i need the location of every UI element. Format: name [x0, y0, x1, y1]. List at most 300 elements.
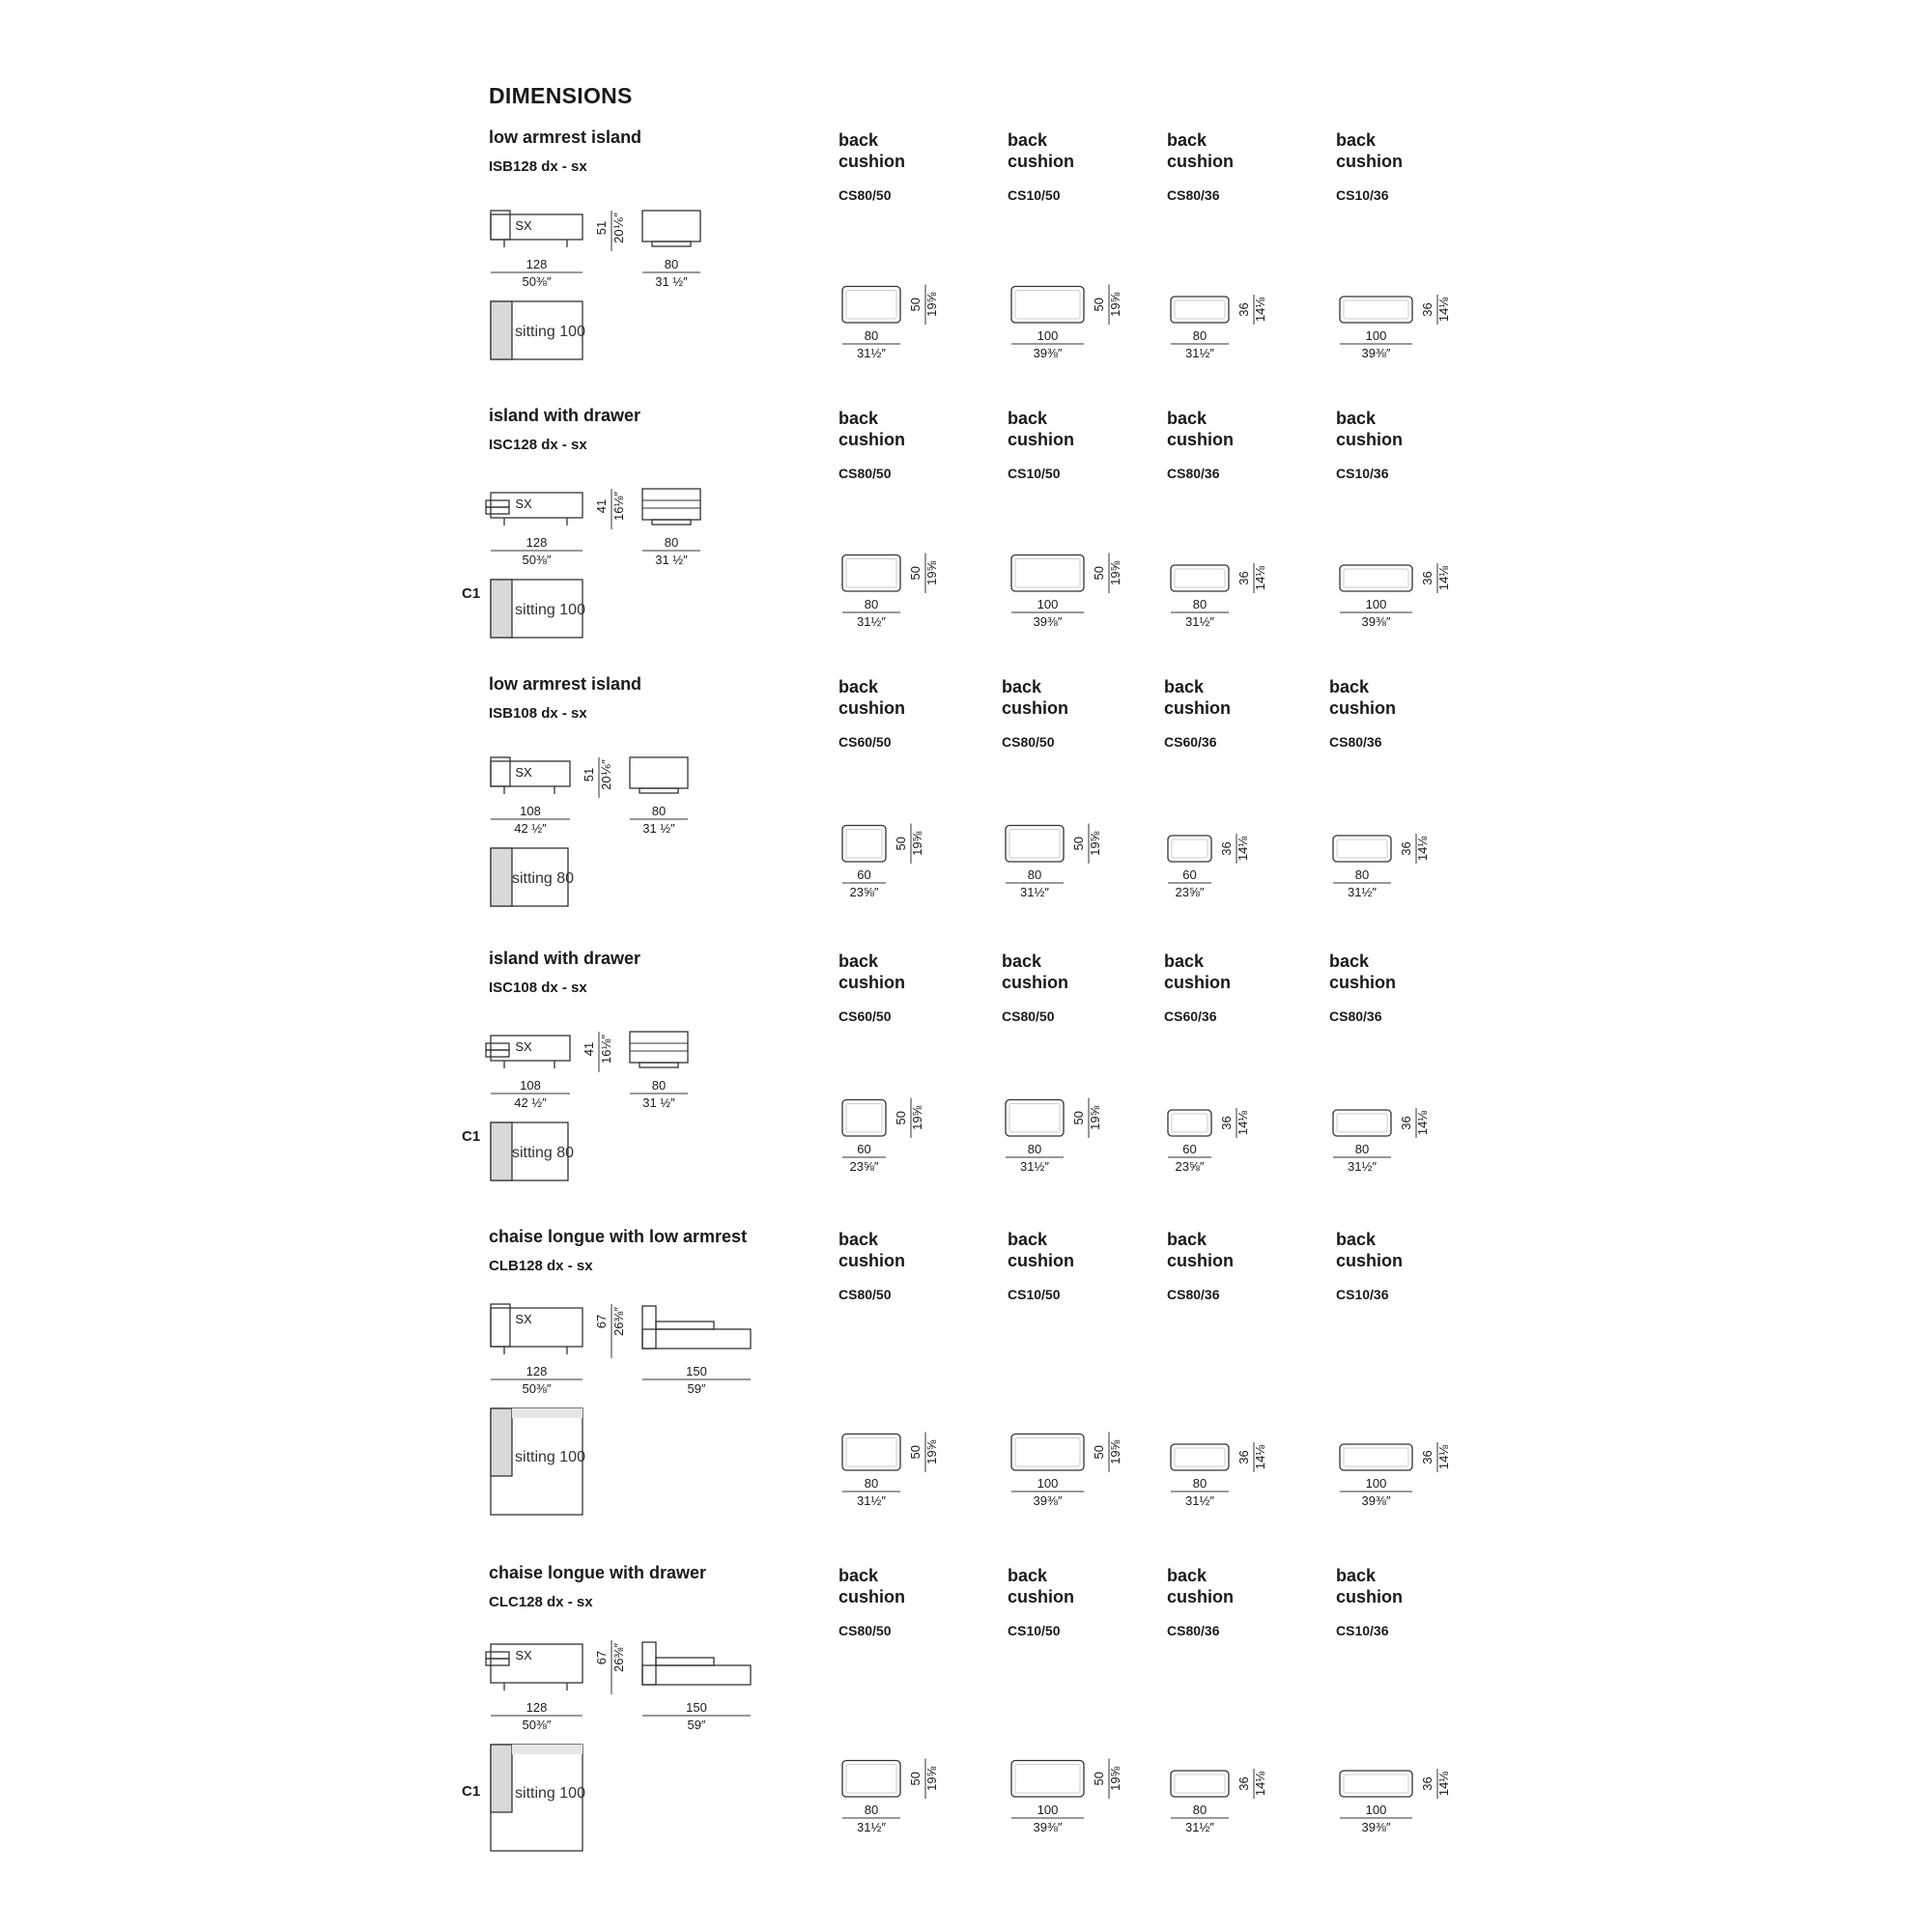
cushion-height-inches: 19⅝	[1108, 292, 1122, 317]
width-value: 128	[526, 1700, 548, 1715]
cushion-width-inches: 31½″	[1348, 885, 1377, 899]
cushion-height-value: 50	[908, 298, 923, 312]
cushion-width-inches: 31½″	[1185, 614, 1214, 629]
height-inches: 16⅛″	[599, 1035, 613, 1064]
cushion-label-line2: cushion	[1002, 973, 1069, 992]
side-view-body	[642, 1329, 751, 1349]
cushion-code: CS60/36	[1164, 1009, 1217, 1024]
width-value: 128	[526, 257, 548, 271]
cushion-width-value: 80	[864, 328, 879, 343]
cushion-height-inches: 14⅛	[1236, 836, 1250, 862]
cushion-height-inches: 19⅝	[1108, 1766, 1122, 1791]
drawer-shape	[486, 507, 509, 514]
module-name: low armrest island	[489, 128, 642, 147]
drawer-shape	[486, 1659, 509, 1665]
cushion-label-line2: cushion	[1336, 430, 1404, 449]
cushion-height-inches: 19⅝	[924, 292, 939, 317]
cushion-shape	[656, 1658, 714, 1665]
width-inches: 50⅜″	[522, 553, 552, 567]
depth-value: 80	[651, 1078, 667, 1093]
cushion-height-value: 36	[1236, 1450, 1251, 1464]
cushion-code: CS10/50	[1008, 187, 1061, 203]
module-code: CLB128 dx - sx	[489, 1258, 593, 1274]
cushion-height-value: 50	[1092, 298, 1106, 312]
cushion-width-inches: 31½″	[857, 1820, 886, 1834]
c1-label: C1	[462, 1783, 481, 1800]
height-inches: 20⅙″	[611, 213, 626, 243]
cushion-drawing	[1338, 1756, 1473, 1843]
front-view-body	[491, 1644, 582, 1683]
cushion-height-inches: 19⅝	[1088, 831, 1102, 856]
cushion-height-value: 36	[1219, 1116, 1234, 1130]
height-value: 51	[582, 767, 596, 782]
cushion-label-line1: back	[1336, 1566, 1377, 1585]
cushion-height-value: 50	[908, 1445, 923, 1460]
module-code: CLC128 dx - sx	[489, 1594, 593, 1610]
cushion-label-line1: back	[838, 952, 879, 971]
side-label: SX	[515, 1648, 532, 1662]
side-label: SX	[515, 1039, 532, 1054]
cushion-code: CS80/36	[1167, 466, 1220, 481]
height-value: 51	[594, 220, 609, 236]
cushion-height-inches: 14⅛	[1436, 1771, 1451, 1797]
cushion-label-line1: back	[1008, 1566, 1048, 1585]
cushion-drawing	[1331, 821, 1466, 908]
armrest-plan	[491, 848, 512, 906]
cushion-label-line2: cushion	[1164, 698, 1232, 718]
cushion-height-inches: 14⅛	[1253, 1444, 1267, 1470]
cushion-width-value: 60	[1182, 867, 1197, 882]
cushion-code: CS10/50	[1008, 1287, 1061, 1302]
cushion-code: CS10/50	[1008, 1623, 1061, 1638]
cushion-drawing	[1169, 1430, 1304, 1517]
cushion-height-inches: 14⅛	[1253, 1771, 1267, 1797]
cushion-width-value: 60	[857, 867, 871, 882]
cushion-label-line2: cushion	[838, 973, 906, 992]
side-label: SX	[515, 1312, 532, 1326]
module-section	[0, 406, 1932, 696]
cushion-height-value: 50	[894, 1111, 908, 1125]
cushion-height-inches: 14⅛	[1415, 836, 1430, 862]
cushion-height-value: 50	[1092, 1772, 1106, 1786]
module-drawing	[483, 1621, 773, 1911]
module-code: ISB108 dx - sx	[489, 705, 587, 722]
cushion-shape	[1011, 287, 1084, 324]
module-name: chaise longue with drawer	[489, 1563, 707, 1582]
cushion-code: CS60/50	[838, 734, 892, 750]
cushion-height-value: 50	[908, 1772, 923, 1786]
depth-value: 80	[664, 535, 679, 550]
cushion-code: CS80/50	[1002, 734, 1055, 750]
cushion-label-line2: cushion	[1008, 1587, 1075, 1606]
cushion-drawing	[1166, 1095, 1301, 1182]
depth-inches: 59″	[687, 1718, 706, 1732]
width-value: 128	[526, 535, 548, 550]
cushion-drawing	[1166, 821, 1301, 908]
cushion-height-value: 36	[1399, 1116, 1413, 1130]
cushion-height-inches: 19⅝	[1108, 560, 1122, 585]
cushion-height-inches: 14⅛	[1253, 565, 1267, 591]
width-value: 128	[526, 1364, 548, 1378]
cushion-label-line2: cushion	[838, 698, 906, 718]
cushion-width-value: 80	[1192, 597, 1208, 611]
front-view-body	[491, 214, 582, 240]
cushion-width-value: 80	[1027, 867, 1042, 882]
cushion-height-value: 50	[1071, 837, 1086, 851]
module-code: ISC128 dx - sx	[489, 437, 587, 453]
cushion-label-line2: cushion	[1008, 1251, 1075, 1270]
width-inches: 42 ½″	[514, 1095, 547, 1110]
cushion-width-value: 100	[1037, 1476, 1059, 1491]
cushion-height-inches: 19⅝	[1088, 1105, 1102, 1130]
cushion-width-value: 80	[864, 1803, 879, 1817]
cushion-width-inches: 31½″	[1020, 885, 1049, 899]
cushion-label-line2: cushion	[838, 152, 906, 171]
cushion-shape	[842, 287, 900, 324]
cushion-width-inches: 23⅝″	[1175, 1159, 1205, 1174]
height-inches: 26⅜″	[611, 1643, 626, 1672]
cushion-drawing	[1009, 551, 1145, 638]
cushion-label-line1: back	[1164, 952, 1205, 971]
cushion-label-line2: cushion	[838, 1251, 906, 1270]
cushion-width-value: 80	[864, 597, 879, 611]
armrest-plan	[491, 1745, 512, 1812]
cushion-width-inches: 39⅜″	[1033, 346, 1063, 360]
module-drawing	[483, 1285, 773, 1575]
cushion-code: CS10/50	[1008, 466, 1061, 481]
cushion-drawing	[1009, 1430, 1145, 1517]
base-shape	[652, 520, 691, 525]
page-title: DIMENSIONS	[489, 83, 633, 108]
height-inches: 26⅜″	[611, 1307, 626, 1336]
cushion-width-inches: 23⅝″	[849, 885, 879, 899]
cushion-width-value: 80	[1354, 1142, 1370, 1156]
cushion-label-line2: cushion	[1336, 1587, 1404, 1606]
side-view-body	[642, 489, 700, 520]
cushion-width-value: 100	[1365, 1476, 1387, 1491]
cushion-shape	[1006, 1100, 1064, 1137]
module-section	[0, 949, 1932, 1238]
cushion-code: CS60/50	[838, 1009, 892, 1024]
cushion-height-value: 50	[1092, 1445, 1106, 1460]
depth-inches: 31 ½″	[642, 821, 675, 836]
cushion-drawing	[1004, 1095, 1139, 1182]
sitting-label: sitting 100	[515, 602, 585, 618]
width-value: 108	[520, 1078, 541, 1093]
cushion-label-line2: cushion	[1008, 152, 1075, 171]
cushion-width-value: 60	[1182, 1142, 1197, 1156]
cushion-code: CS10/36	[1336, 1287, 1389, 1302]
module-name: chaise longue with low armrest	[489, 1227, 748, 1246]
cushion-label-line1: back	[838, 1566, 879, 1585]
cushion-height-value: 36	[1236, 571, 1251, 585]
width-inches: 42 ½″	[514, 821, 547, 836]
cushion-label-line2: cushion	[1336, 152, 1404, 171]
cushion-width-value: 100	[1365, 597, 1387, 611]
cushion-label-line1: back	[1167, 130, 1208, 150]
cushion-width-inches: 39⅜″	[1033, 1820, 1063, 1834]
c1-label: C1	[462, 1128, 481, 1145]
cushion-shape	[1011, 555, 1084, 592]
cushion-drawing	[840, 282, 976, 369]
back-plan	[512, 1745, 582, 1754]
cushion-width-inches: 31½″	[857, 1493, 886, 1508]
height-value: 67	[594, 1314, 609, 1329]
module-section	[0, 128, 1932, 417]
cushion-width-value: 80	[1192, 1476, 1208, 1491]
cushion-drawing	[1338, 282, 1473, 369]
cushion-drawing	[1169, 551, 1304, 638]
armrest-plan	[491, 1122, 512, 1180]
cushion-label-line2: cushion	[1167, 1587, 1235, 1606]
cushion-shape	[842, 555, 900, 592]
module-name: low armrest island	[489, 674, 642, 694]
cushion-height-inches: 19⅝	[1108, 1439, 1122, 1464]
cushion-label-line1: back	[1336, 1230, 1377, 1249]
cushion-drawing	[1009, 1756, 1145, 1843]
side-view-body	[630, 757, 688, 788]
cushion-code: CS60/36	[1164, 734, 1217, 750]
cushion-shape	[1006, 826, 1064, 863]
cushion-code: CS80/50	[838, 187, 892, 203]
cushion-label-line2: cushion	[1329, 973, 1397, 992]
cushion-label-line2: cushion	[1167, 430, 1235, 449]
cushion-width-inches: 31½″	[857, 614, 886, 629]
cushion-width-inches: 39⅜″	[1361, 1820, 1391, 1834]
cushion-width-inches: 39⅜″	[1033, 614, 1063, 629]
cushion-code: CS80/50	[838, 466, 892, 481]
cushion-drawing	[1338, 551, 1473, 638]
cushion-height-value: 36	[1399, 841, 1413, 856]
base-shape	[652, 242, 691, 246]
cushion-height-inches: 14⅛	[1436, 297, 1451, 323]
depth-inches: 31 ½″	[655, 274, 688, 289]
cushion-height-value: 36	[1219, 841, 1234, 856]
cushion-drawing	[840, 551, 976, 638]
cushion-width-inches: 39⅜″	[1361, 346, 1391, 360]
width-value: 108	[520, 804, 541, 818]
cushion-shape	[656, 1321, 714, 1329]
cushion-width-inches: 23⅝″	[1175, 885, 1205, 899]
cushion-width-value: 100	[1365, 1803, 1387, 1817]
cushion-label-line1: back	[838, 409, 879, 428]
cushion-label-line1: back	[1002, 677, 1042, 696]
cushion-shape	[842, 1100, 886, 1137]
module-section	[0, 1227, 1932, 1517]
cushion-drawing	[1331, 1095, 1466, 1182]
cushion-height-value: 36	[1236, 1776, 1251, 1791]
cushion-width-inches: 39⅜″	[1033, 1493, 1063, 1508]
height-value: 67	[594, 1650, 609, 1665]
cushion-height-inches: 19⅝	[924, 1439, 939, 1464]
cushion-drawing	[1004, 821, 1139, 908]
side-view-body	[642, 1665, 751, 1685]
width-inches: 50⅜″	[522, 274, 552, 289]
base-shape	[639, 1063, 678, 1067]
cushion-label-line1: back	[1336, 409, 1377, 428]
cushion-code: CS80/50	[1002, 1009, 1055, 1024]
cushion-width-inches: 31½″	[1348, 1159, 1377, 1174]
cushion-drawing	[840, 1756, 976, 1843]
cushion-label-line2: cushion	[1167, 152, 1235, 171]
cushion-height-value: 50	[1071, 1111, 1086, 1125]
cushion-width-inches: 39⅜″	[1361, 614, 1391, 629]
cushion-shape	[842, 1435, 900, 1471]
side-label: SX	[515, 497, 532, 511]
drawer-shape	[486, 1652, 509, 1659]
cushion-width-value: 100	[1037, 597, 1059, 611]
cushion-height-inches: 19⅝	[910, 831, 924, 856]
cushion-drawing	[1338, 1430, 1473, 1517]
cushion-drawing	[1169, 282, 1304, 369]
cushion-width-value: 80	[864, 1476, 879, 1491]
back-plan	[512, 1408, 582, 1418]
base-shape	[639, 788, 678, 793]
cushion-label-line1: back	[838, 1230, 879, 1249]
cushion-height-inches: 14⅛	[1236, 1110, 1250, 1136]
depth-inches: 31 ½″	[655, 553, 688, 567]
height-value: 41	[582, 1041, 596, 1057]
module-code: ISB128 dx - sx	[489, 158, 587, 175]
cushion-code: CS10/36	[1336, 1623, 1389, 1638]
cushion-width-value: 80	[1354, 867, 1370, 882]
height-inches: 20⅙″	[599, 759, 613, 790]
module-code: ISC108 dx - sx	[489, 980, 587, 996]
cushion-code: CS10/36	[1336, 466, 1389, 481]
sitting-label: sitting 80	[511, 870, 575, 887]
cushion-label-line1: back	[1008, 130, 1048, 150]
cushion-label-line1: back	[1008, 409, 1048, 428]
cushion-width-value: 100	[1365, 328, 1387, 343]
cushion-drawing	[1169, 1756, 1304, 1843]
cushion-code: CS80/36	[1167, 1287, 1220, 1302]
cushion-height-value: 36	[1420, 302, 1435, 317]
depth-value: 80	[664, 257, 679, 271]
cushion-drawing	[1009, 282, 1145, 369]
cushion-shape	[1011, 1435, 1084, 1471]
width-inches: 50⅜″	[522, 1381, 552, 1396]
cushion-label-line1: back	[1336, 130, 1377, 150]
cushion-width-value: 60	[857, 1142, 871, 1156]
cushion-label-line1: back	[1167, 1230, 1208, 1249]
cushion-width-inches: 31½″	[1185, 1820, 1214, 1834]
cushion-width-value: 100	[1037, 328, 1059, 343]
backrest-shape	[642, 1306, 656, 1349]
cushion-height-inches: 14⅛	[1436, 565, 1451, 591]
cushion-label-line2: cushion	[1329, 698, 1397, 718]
side-view-body	[630, 1032, 688, 1063]
cushion-width-inches: 31½″	[857, 346, 886, 360]
cushion-label-line2: cushion	[1336, 1251, 1404, 1270]
cushion-label-line1: back	[1167, 409, 1208, 428]
cushion-label-line2: cushion	[1164, 973, 1232, 992]
depth-inches: 31 ½″	[642, 1095, 675, 1110]
depth-value: 150	[686, 1700, 707, 1715]
cushion-label-line1: back	[1164, 677, 1205, 696]
cushion-shape	[1011, 1761, 1084, 1798]
cushion-drawing	[840, 821, 976, 908]
cushion-label-line1: back	[1329, 952, 1370, 971]
height-value: 41	[594, 498, 609, 514]
height-inches: 16⅛″	[611, 492, 626, 521]
cushion-height-value: 50	[894, 837, 908, 851]
sitting-label: sitting 100	[515, 1449, 585, 1465]
backrest-shape	[642, 1642, 656, 1685]
cushion-height-value: 36	[1420, 1450, 1435, 1464]
cushion-label-line1: back	[1167, 1566, 1208, 1585]
cushion-height-inches: 19⅝	[924, 560, 939, 585]
c1-label: C1	[462, 585, 481, 602]
sitting-label: sitting 80	[511, 1145, 575, 1161]
cushion-height-value: 36	[1420, 1776, 1435, 1791]
side-label: SX	[515, 218, 532, 233]
cushion-label-line2: cushion	[1167, 1251, 1235, 1270]
armrest-plan	[491, 301, 512, 359]
cushion-height-inches: 14⅛	[1415, 1110, 1430, 1136]
cushion-code: CS10/36	[1336, 187, 1389, 203]
cushion-label-line1: back	[1002, 952, 1042, 971]
cushion-width-inches: 31½″	[1020, 1159, 1049, 1174]
cushion-height-value: 50	[1092, 566, 1106, 581]
side-view-body	[642, 211, 700, 242]
cushion-label-line1: back	[838, 130, 879, 150]
cushion-width-value: 80	[1192, 1803, 1208, 1817]
side-label: SX	[515, 765, 532, 780]
module-name: island with drawer	[489, 949, 641, 968]
cushion-width-inches: 23⅝″	[849, 1159, 879, 1174]
drawer-shape	[486, 1043, 509, 1050]
cushion-label-line2: cushion	[838, 1587, 906, 1606]
cushion-width-inches: 31½″	[1185, 346, 1214, 360]
front-view-body	[491, 1308, 582, 1347]
cushion-drawing	[840, 1095, 976, 1182]
cushion-height-value: 36	[1236, 302, 1251, 317]
cushion-code: CS80/36	[1167, 1623, 1220, 1638]
cushion-width-value: 80	[1027, 1142, 1042, 1156]
cushion-code: CS80/36	[1329, 1009, 1382, 1024]
sitting-label: sitting 100	[515, 324, 585, 340]
cushion-label-line2: cushion	[838, 430, 906, 449]
armrest-plan	[491, 580, 512, 638]
cushion-code: CS80/36	[1329, 734, 1382, 750]
cushion-width-inches: 31½″	[1185, 1493, 1214, 1508]
cushion-label-line1: back	[838, 677, 879, 696]
depth-inches: 59″	[687, 1381, 706, 1396]
cushion-label-line1: back	[1329, 677, 1370, 696]
cushion-width-inches: 39⅜″	[1361, 1493, 1391, 1508]
cushion-height-inches: 14⅛	[1436, 1444, 1451, 1470]
cushion-drawing	[840, 1430, 976, 1517]
module-section	[0, 1563, 1932, 1853]
cushion-width-value: 80	[1192, 328, 1208, 343]
cushion-width-value: 100	[1037, 1803, 1059, 1817]
armrest-shape	[491, 1304, 510, 1347]
cushion-shape	[842, 826, 886, 863]
cushion-height-inches: 19⅝	[924, 1766, 939, 1791]
cushion-height-inches: 14⅛	[1253, 297, 1267, 323]
cushion-code: CS80/36	[1167, 187, 1220, 203]
cushion-code: CS80/50	[838, 1623, 892, 1638]
cushion-height-inches: 19⅝	[910, 1105, 924, 1130]
width-inches: 50⅜″	[522, 1718, 552, 1732]
cushion-height-value: 36	[1420, 571, 1435, 585]
drawer-shape	[486, 500, 509, 507]
cushion-height-value: 50	[908, 566, 923, 581]
depth-value: 150	[686, 1364, 707, 1378]
sitting-label: sitting 100	[515, 1785, 585, 1802]
drawer-shape	[486, 1050, 509, 1057]
cushion-code: CS80/50	[838, 1287, 892, 1302]
